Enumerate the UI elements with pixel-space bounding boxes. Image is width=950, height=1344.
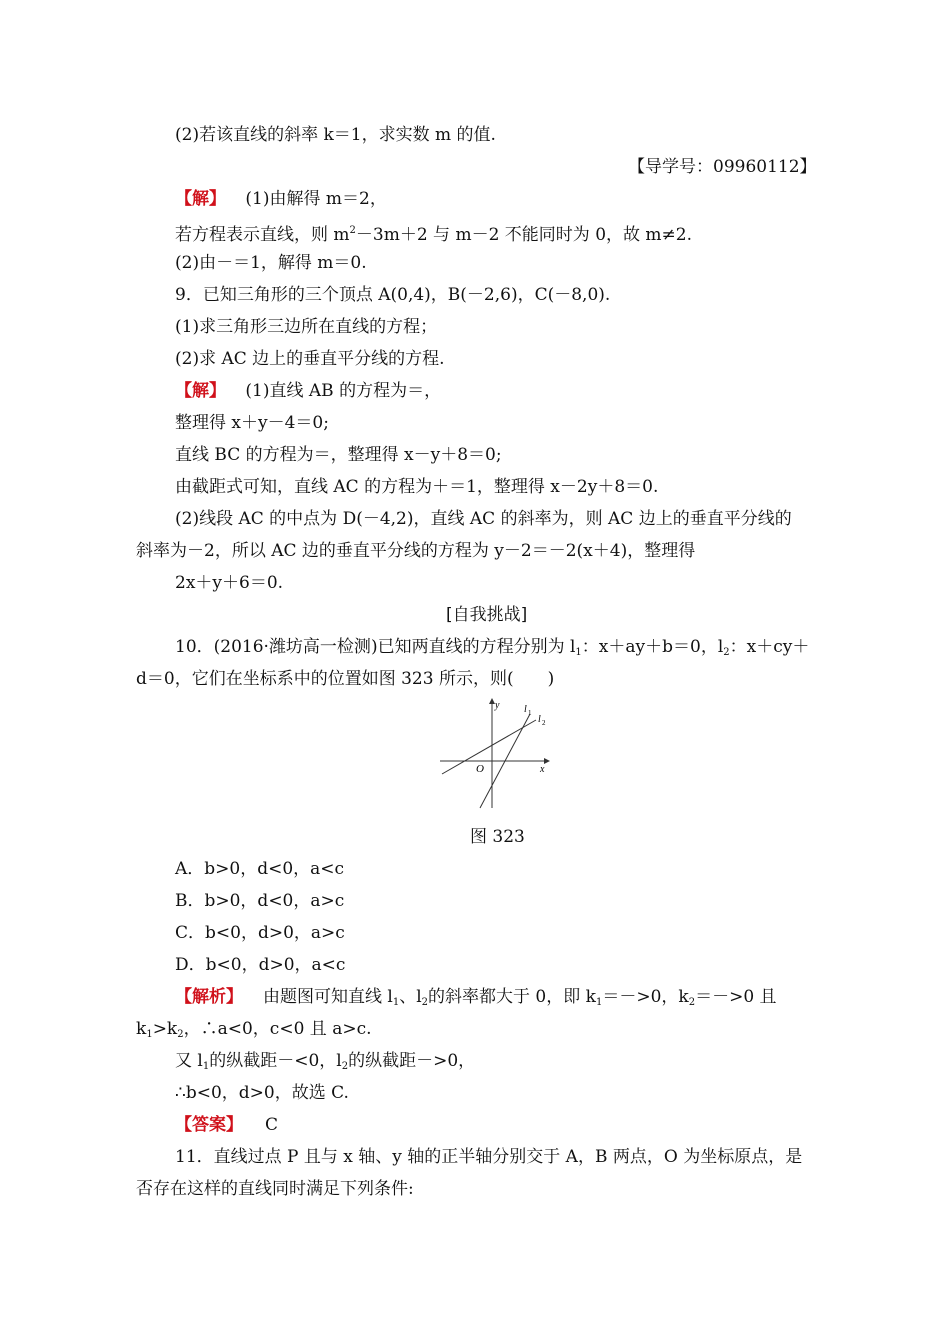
answer-value: C — [265, 1115, 279, 1135]
q9-solution-text: (1)直线 AB 的方程为＝， — [245, 381, 442, 401]
subscript: 2 — [341, 1061, 349, 1072]
q8-text: 若方程表示直线，则 m — [175, 225, 350, 245]
q10-analysis-3 — [175, 1050, 475, 1078]
q10-source: 潍坊高一检测 — [268, 637, 371, 657]
subscript: 1 — [202, 1061, 210, 1072]
q9-solution-5: (2)线段 AC 的中点为 D(－4,2)，直线 AC 的斜率为，则 AC 边上的垂直平分线的 — [175, 509, 792, 529]
q9-stem: 9．已知三角形的三个顶点 A(0,4)，B(－2,6)，C(－8,0). — [175, 285, 611, 305]
q10-analysis-2 — [136, 1018, 372, 1046]
subscript: 1 — [595, 997, 603, 1008]
q10-analysis-text: >k — [152, 1019, 178, 1039]
q9-solution-7: 2x＋y＋6＝0. — [175, 573, 284, 593]
q8-text: －3m＋2 与 m－2 不能同时为 0，故 m≠2. — [355, 225, 693, 245]
line-l2 — [442, 720, 536, 774]
q11-stem-2: 否存在这样的直线同时满足下列条件: — [136, 1179, 414, 1199]
q10-answer — [175, 1114, 278, 1136]
q9-part2: (2)求 AC 边上的垂直平分线的方程. — [175, 349, 445, 369]
q9-solution-1 — [175, 380, 441, 402]
q10-analysis-text: 的斜率都大于 0，即 k — [428, 987, 596, 1007]
option-c: C．b<0，d>0，a>c — [175, 923, 345, 943]
q10-analysis-text: 由题图可知直线 l — [263, 987, 393, 1007]
figure-caption: 图 323 — [470, 827, 525, 847]
subscript: 1 — [146, 1029, 153, 1040]
y-axis-label: y — [495, 700, 500, 711]
q10-stem-1 — [175, 636, 809, 664]
option-b: B．b>0，d<0，a>c — [175, 891, 345, 911]
origin-label: O — [476, 763, 484, 775]
subscript: 2 — [177, 1029, 184, 1040]
q8-part2: (2)若该直线的斜率 k＝1，求实数 m 的值. — [175, 125, 496, 145]
q8-solution-1-text: (1)由解得 m＝2， — [245, 189, 387, 209]
x-axis-label: x — [540, 764, 545, 775]
coordinate-figure — [440, 698, 555, 810]
q10-analysis-text: ＝－>0 且 — [695, 987, 777, 1007]
l2-label: l — [538, 714, 541, 725]
q10-analysis-1 — [175, 986, 777, 1014]
q9-solution-6: 斜率为－2，所以 AC 边的垂直平分线的方程为 y－2＝－2(x＋4)，整理得 — [136, 541, 696, 561]
q9-solution-2: 整理得 x＋y－4＝0; — [175, 413, 329, 433]
q9-solution-4: 由截距式可知，直线 AC 的方程为＋＝1，整理得 x－2y＋8＝0. — [175, 477, 659, 497]
option-a: A．b>0，d<0，a<c — [175, 859, 345, 879]
subscript: 2 — [421, 997, 429, 1008]
superscript: 2 — [349, 225, 356, 236]
q8-solution-2: (2)由－＝1，解得 m＝0. — [175, 253, 367, 273]
x-axis-arrow — [544, 758, 550, 764]
subscript: 2 — [688, 997, 696, 1008]
q9-part1: (1)求三角形三边所在直线的方程； — [175, 317, 438, 337]
l1-label: l — [524, 704, 527, 715]
q10-analysis-4: ∴b<0，d>0，故选 C. — [175, 1083, 349, 1103]
subscript: 2 — [723, 647, 730, 658]
subscript: 1 — [575, 647, 582, 658]
guide-number: 【导学号：09960112】 — [628, 157, 817, 177]
answer-tag: 【答案】 — [175, 1115, 243, 1135]
q10-text: )已知两直线的方程分别为 l — [370, 637, 576, 657]
q10-text: ：x＋cy＋ — [729, 637, 810, 657]
option-d: D．b<0，d>0，a<c — [175, 955, 346, 975]
solution-tag: 【解】 — [175, 381, 226, 401]
q11-stem-1: 11．直线过点 P 且与 x 轴、y 轴的正半轴分别交于 A，B 两点，O 为坐标原点，是 — [175, 1147, 803, 1167]
analysis-tag: 【解析】 — [175, 987, 243, 1007]
l1-subscript: 1 — [528, 709, 532, 717]
q10-text: ：x＋ay＋b＝0，l — [581, 637, 724, 657]
subscript: 1 — [392, 997, 400, 1008]
q10-analysis-text: 、l — [399, 987, 422, 1007]
q10-analysis-text: 的纵截距－<0，l — [209, 1051, 342, 1071]
q10-text: 10．(2016· — [175, 637, 269, 657]
q10-analysis-text: 又 l — [175, 1051, 203, 1071]
l2-subscript: 2 — [542, 719, 546, 727]
q8-solution-1 — [175, 188, 387, 210]
section-title: [自我挑战] — [446, 605, 528, 625]
q10-analysis-text: ，∴a<0，c<0 且 a>c. — [183, 1019, 372, 1039]
solution-tag: 【解】 — [175, 189, 226, 209]
q10-analysis-text: 的纵截距－>0， — [348, 1051, 476, 1071]
q9-solution-3: 直线 BC 的方程为＝，整理得 x－y＋8＝0; — [175, 445, 502, 465]
q8-solution-1b — [175, 220, 692, 246]
q10-stem-2: d＝0，它们在坐标系中的位置如图 323 所示，则( ) — [136, 669, 555, 689]
q10-analysis-text: ＝－>0，k — [602, 987, 689, 1007]
q10-analysis-text: k — [136, 1019, 147, 1039]
